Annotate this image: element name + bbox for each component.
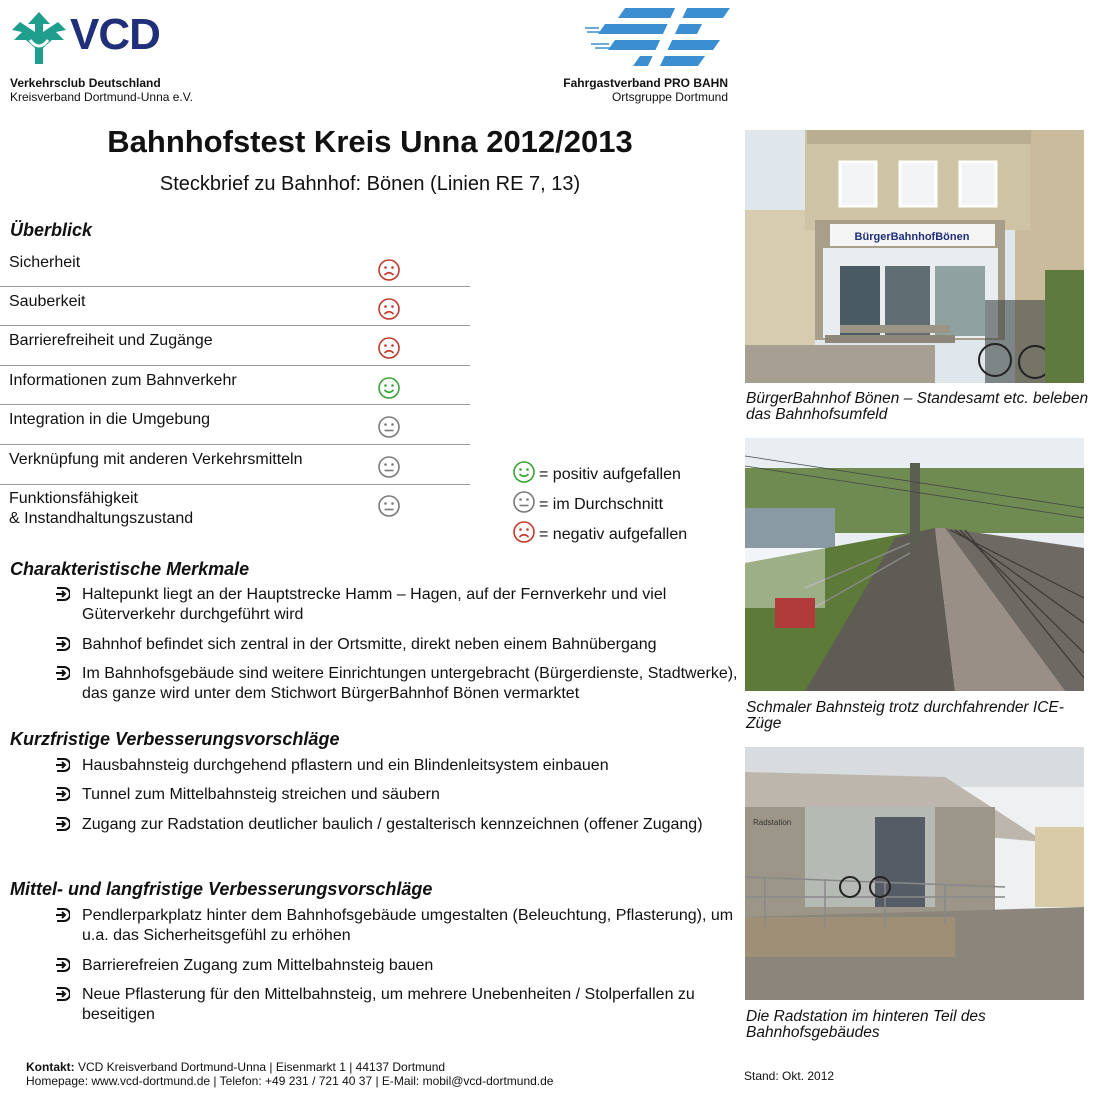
photo-bike-station	[745, 747, 1084, 1000]
sad-face-icon	[377, 297, 401, 321]
legend-positive-label: = positiv aufgefallen	[539, 466, 681, 483]
overview-row-label: Integration in die Umgebung	[9, 411, 211, 428]
left-org-sub: Kreisverband Dortmund-Unna e.V.	[10, 90, 193, 104]
neutral-face-icon	[377, 455, 401, 479]
footer-contact-text: VCD Kreisverband Dortmund-Unna | Eisenmarkt 1 | 44137 Dortmund	[74, 1060, 446, 1074]
overview-row-funktion	[0, 485, 470, 535]
legend-negative-label: = negativ aufgefallen	[539, 526, 688, 543]
photo-platform	[745, 438, 1084, 691]
arrow-bullet-icon	[52, 785, 70, 803]
arrow-bullet-icon	[52, 635, 70, 653]
photo-caption-3: Die Radstation im hinteren Teil des Bahnhofsgebäudes	[746, 1008, 986, 1041]
lang-list: Pendlerparkplatz hinter dem Bahnhofsgebäude umgestalten (Beleuchtung, Pflasterung), um u.a. das Sicherheitsgefühl zu erhöhen Barrierefreien Zugang zum Mittelbahnsteig bauen Neue Pflasterung für den Mittelbahnsteig, um mehrere Unebenheiten / Stolperfallen zu beseitigen	[52, 906, 742, 1026]
photo-caption-1: BürgerBahnhof Bönen – Standesamt etc. beleben das Bahnhofsumfeld	[746, 390, 1089, 423]
vcd-logo-icon	[10, 10, 68, 66]
overview-row-informationen	[0, 366, 470, 405]
kurz-heading: Kurzfristige Verbesserungsvorschläge	[10, 729, 340, 749]
overview-row-label: Sicherheit	[9, 254, 81, 271]
overview-row-verknuepfung	[0, 445, 470, 485]
sad-face-icon	[377, 258, 401, 282]
overview-heading: Überblick	[10, 220, 93, 240]
arrow-bullet-icon	[52, 815, 70, 833]
photo-caption-2: Schmaler Bahnsteig trotz durchfahrender ICE-Züge	[746, 699, 1064, 732]
footer-line2: Homepage: www.vcd-dortmund.de | Telefon: +49 231 / 721 40 37 | E-Mail: mobil@vcd-dortmund.de	[26, 1074, 554, 1088]
sad-face-icon	[512, 520, 536, 544]
overview-row-sauberkeit	[0, 287, 470, 326]
merkmale-list: Haltepunkt liegt an der Hauptstrecke Hamm – Hagen, auf der Fernverkehr und viel Güterverkehr durchgeführt wird Bahnhof befindet sich zentral in der Ortsmitte, direkt neben einem Bahnübergang Im Bahnhofsgebäude sind weitere Einrichtungen untergebracht (Bürgerdienste, Stadtwerke), das ganze wird unter dem Stichwort BürgerBahnhof Bönen vermarktet	[52, 585, 742, 705]
arrow-bullet-icon	[52, 756, 70, 774]
page-subtitle: Steckbrief zu Bahnhof: Bönen (Linien RE 7, 13)	[159, 173, 581, 195]
overview-row-label: Funktionsfähigkeit	[9, 490, 138, 507]
footer-stand-date: Stand: Okt. 2012	[744, 1069, 835, 1083]
left-org	[10, 76, 193, 104]
radstation-sign-text: Radstation	[753, 818, 792, 827]
footer-contact-label: Kontakt:	[26, 1060, 75, 1074]
page-title: Bahnhofstest Kreis Unna 2012/2013	[107, 124, 633, 159]
arrow-bullet-icon	[52, 585, 70, 603]
rating-legend	[512, 460, 742, 550]
legend-negative	[512, 520, 732, 546]
right-org	[563, 76, 728, 104]
overview-row-barrierefreiheit	[0, 326, 470, 366]
overview-row-label: Barrierefreiheit und Zugänge	[9, 332, 213, 349]
photo-station-building	[745, 130, 1084, 383]
vcd-logo-text: VCD	[70, 10, 160, 59]
happy-face-icon	[377, 376, 401, 400]
legend-neutral-label: = im Durchschnitt	[539, 496, 664, 513]
right-org-name: Fahrgastverband PRO BAHN	[563, 76, 728, 90]
overview-row-label: Verknüpfung mit anderen Verkehrsmitteln	[9, 451, 303, 468]
overview-row-sicherheit	[0, 248, 470, 287]
kurz-list: Hausbahnsteig durchgehend pflastern und ein Blindenleitsystem einbauen Tunnel zum Mittelbahnsteig streichen und säubern Zugang zur Radstation deutlicher baulich / gestalterisch kennzeichnen (offener Zugang)	[52, 756, 742, 866]
station-sign-text: BürgerBahnhofBönen	[854, 231, 970, 243]
left-org-name: Verkehrsclub Deutschland	[10, 76, 161, 90]
arrow-bullet-icon	[52, 956, 70, 974]
right-org-sub: Ortsgruppe Dortmund	[611, 90, 728, 104]
legend-neutral	[512, 490, 732, 516]
overview-row-label: Informationen zum Bahnverkehr	[9, 372, 237, 389]
footer-contact	[26, 1060, 553, 1088]
merkmale-heading: Charakteristische Merkmale	[10, 559, 250, 579]
sad-face-icon	[377, 336, 401, 360]
overview-row-label-line2: & Instandhaltungszustand	[9, 510, 194, 527]
probahn-logo-icon	[585, 4, 730, 68]
neutral-face-icon	[512, 490, 536, 514]
arrow-bullet-icon	[52, 906, 70, 924]
arrow-bullet-icon	[52, 664, 70, 682]
arrow-bullet-icon	[52, 985, 70, 1003]
lang-heading: Mittel- und langfristige Verbesserungsvorschläge	[10, 879, 433, 899]
overview-row-integration	[0, 405, 470, 445]
legend-positive	[512, 460, 732, 486]
neutral-face-icon	[377, 415, 401, 439]
neutral-face-icon	[377, 494, 401, 518]
happy-face-icon	[512, 460, 536, 484]
overview-row-label: Sauberkeit	[9, 293, 86, 310]
